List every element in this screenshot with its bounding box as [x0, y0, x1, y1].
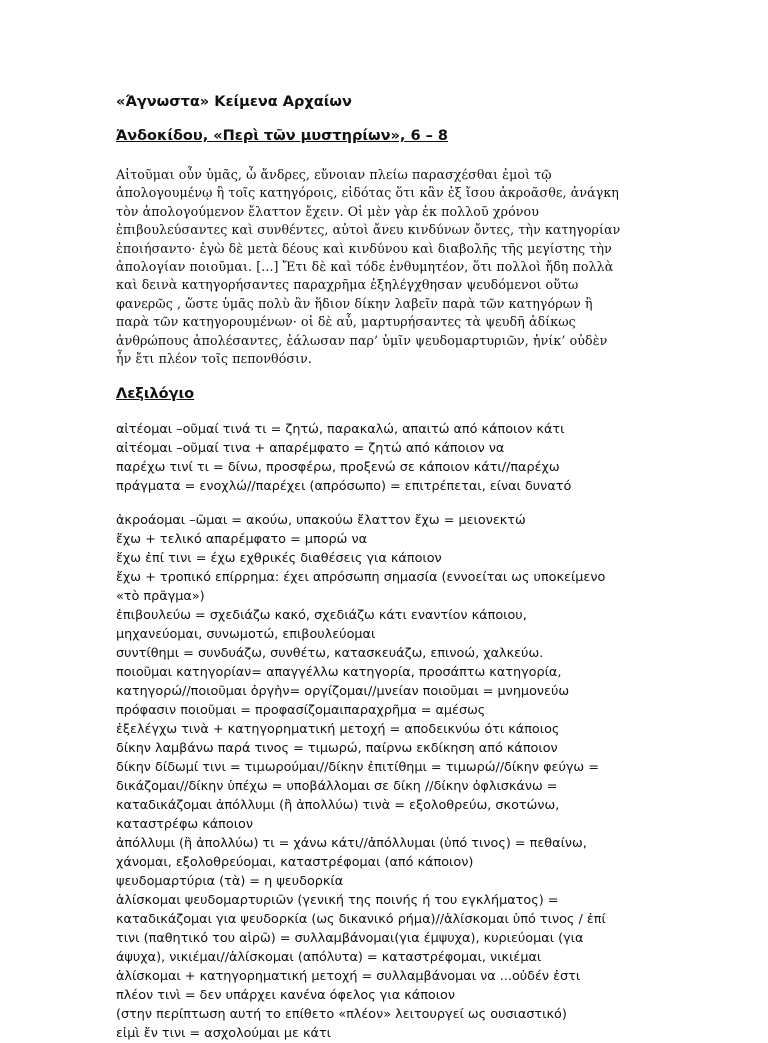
glossary-line: παρέχω τινί τι = δίνω, προσφέρω, προξενώ σε κάποιον κάτι//παρέχω: [116, 460, 560, 476]
document-page: [116, 92, 736, 1043]
passage-line: παρὰ τῶν κατηγορουμένων· οἱ δὲ αὖ, μαρτυρήσαντες τὰ ψευδῆ ἀδίκως: [116, 314, 576, 330]
glossary-line: ἔχω + τροπικό επίρρημα: έχει απρόσωπη σημασία (εννοείται ως υποκείμενο: [116, 570, 606, 586]
document-title: «Άγνωστα» Κείμενα Αρχαίων: [116, 94, 352, 110]
glossary-line: ἐπιβουλεύω = σχεδιάζω κακό, σχεδιάζω κάτι εναντίον κάποιου,: [116, 608, 527, 624]
passage-line: φανερῶς , ὥστε ὑμᾶς πολὺ ἂν ἥδιον δίκην λαβεῖν παρὰ τῶν κατηγόρων ἢ: [116, 295, 593, 311]
glossary-line: εἰμὶ ἔν τινι = ασχολούμαι με κάτι: [116, 1026, 331, 1042]
passage-line: ἐπιβουλεύσαντες καὶ συνθέντες, αὐτοὶ ἄνευ κινδύνων ὄντες, τὴν κατηγορίαν: [116, 222, 621, 238]
glossary-heading: Λεξιλόγιο: [116, 386, 195, 403]
glossary-line: χάνομαι, εξολοθρεύομαι, καταστρέφομαι (από κάποιον): [116, 855, 474, 871]
glossary-line: καταστρέφω κάποιον: [116, 817, 254, 833]
glossary-line: καταδικάζομαι για ψευδορκία (ως δικανικό ρήμα)//ἁλίσκομαι ὑπό τινος / ἐπί: [116, 912, 606, 928]
passage-line: καὶ δεινὰ κατηγορήσαντες παραχρῆμα ἐξηλέγχθησαν ψευδόμενοι οὕτω: [116, 277, 579, 293]
passage-line: Αἰτοῦμαι οὖν ὑμᾶς, ὦ ἄνδρες, εὔνοιαν πλείω παρασχέσθαι ἐμοὶ τῷ: [116, 167, 552, 182]
glossary-spacer: [116, 496, 736, 511]
glossary-group: [116, 511, 736, 1043]
glossary-line: ἀκροάομαι –ῶμαι = ακούω, υπακούω ἔλαττον ἔχω = μειονεκτώ: [116, 513, 526, 529]
glossary-line: ἁλίσκομαι + κατηγορηματική μετοχή = συλλαμβάνομαι να ...οὐδέν ἐστι: [116, 969, 581, 985]
glossary-line: ἔχω ἐπί τινι = έχω εχθρικές διαθέσεις για κάποιον: [116, 551, 442, 567]
passage-line: ἀνθρώπους ἀπολέσαντες, ἑάλωσαν παρ’ ὑμῖν ψευδομαρτυριῶν, ἡνίκ’ οὐδὲν: [116, 332, 608, 348]
glossary-line: δίκην δίδωμί τινι = τιμωρούμαι//δίκην ἐπιτίθημι = τιμωρώ//δίκην φεύγω =: [116, 760, 599, 776]
glossary-line: «τὸ πρᾶγμα»): [116, 589, 205, 605]
passage-line: ἀπολογουμένῳ ἢ τοῖς κατηγόροις, εἰδότας ὅτι κἂν ἐξ ἴσου ἀκροᾶσθε, ἀνάγκη: [116, 185, 619, 201]
ancient-text-passage: [116, 166, 736, 368]
document-subtitle: Ἀνδοκίδου, «Περὶ τῶν μυστηρίων», 6 – 8: [116, 128, 448, 144]
glossary-line: καταδικάζομαι ἀπόλλυμι (ἢ ἀπολλύω) τινὰ = εξολοθρεύω, σκοτώνω,: [116, 798, 560, 814]
passage-line: τὸν ἀπολογούμενον ἔλαττον ἔχειν. Οἱ μὲν γὰρ ἐκ πολλοῦ χρόνου: [116, 203, 539, 219]
passage-line: ἀπολογίαν ποιοῦμαι. [...] Ἔτι δὲ καὶ τόδε ἐνθυμητέον, ὅτι πολλοὶ ἤδη πολλὰ: [116, 259, 614, 275]
glossary-line: πρόφασιν ποιοῦμαι = προφασίζομαιπαραχρῆμα = αμέσως: [116, 703, 486, 719]
glossary-line: δίκην λαμβάνω παρά τινος = τιμωρώ, παίρνω εκδίκηση από κάποιον: [116, 741, 558, 757]
glossary-line: αἰτέομαι –οῦμαί τινα + απαρέμφατο = ζητώ από κάποιον να: [116, 441, 505, 457]
glossary-line: πλέον τινὶ = δεν υπάρχει κανένα όφελος για κάποιον: [116, 988, 456, 1004]
glossary-group: [116, 420, 736, 496]
glossary-line: ἁλίσκομαι ψευδομαρτυριῶν (γενική της ποινής ή του εγκλήματος) =: [116, 893, 559, 909]
glossary-line: ἐξελέγχω τινὰ + κατηγορηματική μετοχή = αποδεικνύω ότι κάποιος: [116, 722, 560, 738]
glossary: [116, 420, 736, 1043]
glossary-line: τινι (παθητικό του αἱρῶ) = συλλαμβάνομαι(για έμψυχα), κυριεύομαι (για: [116, 931, 584, 947]
glossary-line: άψυχα), νικιέμαι//ἁλίσκομαι (απόλυτα) = καταστρέφομαι, νικιέμαι: [116, 950, 542, 966]
glossary-line: ψευδομαρτύρια (τὰ) = η ψευδορκία: [116, 874, 344, 890]
glossary-line: ἀπόλλυμι (ἢ ἀπολλύω) τι = χάνω κάτι//ἀπόλλυμαι (ὑπό τινος) = πεθαίνω,: [116, 836, 587, 852]
glossary-line: αἰτέομαι –οῦμαί τινά τι = ζητώ, παρακαλώ, απαιτώ από κάποιον κάτι: [116, 422, 565, 438]
glossary-line: πράγματα = ενοχλώ//παρέχει (απρόσωπο) = επιτρέπεται, είναι δυνατό: [116, 479, 572, 495]
glossary-line: μηχανεύομαι, συνωμοτώ, επιβουλεύομαι: [116, 627, 376, 643]
glossary-line: ποιοῦμαι κατηγορίαν= απαγγέλλω κατηγορία, προσάπτω κατηγορία,: [116, 665, 562, 681]
glossary-line: συντίθημι = συνδυάζω, συνθέτω, κατασκευάζω, επινοώ, χαλκεύω.: [116, 646, 544, 662]
passage-line: ἦν ἔτι πλέον τοῖς πεπονθόσιν.: [116, 351, 313, 367]
glossary-line: κατηγορώ//ποιοῦμαι ὀργὴν= οργίζομαι//μνείαν ποιοῦμαι = μνημονεύω: [116, 684, 570, 700]
passage-line: ἐποιήσαντο· ἐγὼ δὲ μετὰ δέους καὶ κινδύνου καὶ διαβολῆς τῆς μεγίστης τὴν: [116, 240, 612, 256]
glossary-line: ἔχω + τελικό απαρέμφατο = μπορώ να: [116, 532, 368, 548]
glossary-line: δικάζομαι//δίκην ὑπέχω = υποβάλλομαι σε δίκη //δίκην ὀφλισκάνω =: [116, 779, 558, 795]
glossary-line: (στην περίπτωση αυτή το επίθετο «πλέον» λειτουργεί ως ουσιαστικό): [116, 1007, 567, 1023]
